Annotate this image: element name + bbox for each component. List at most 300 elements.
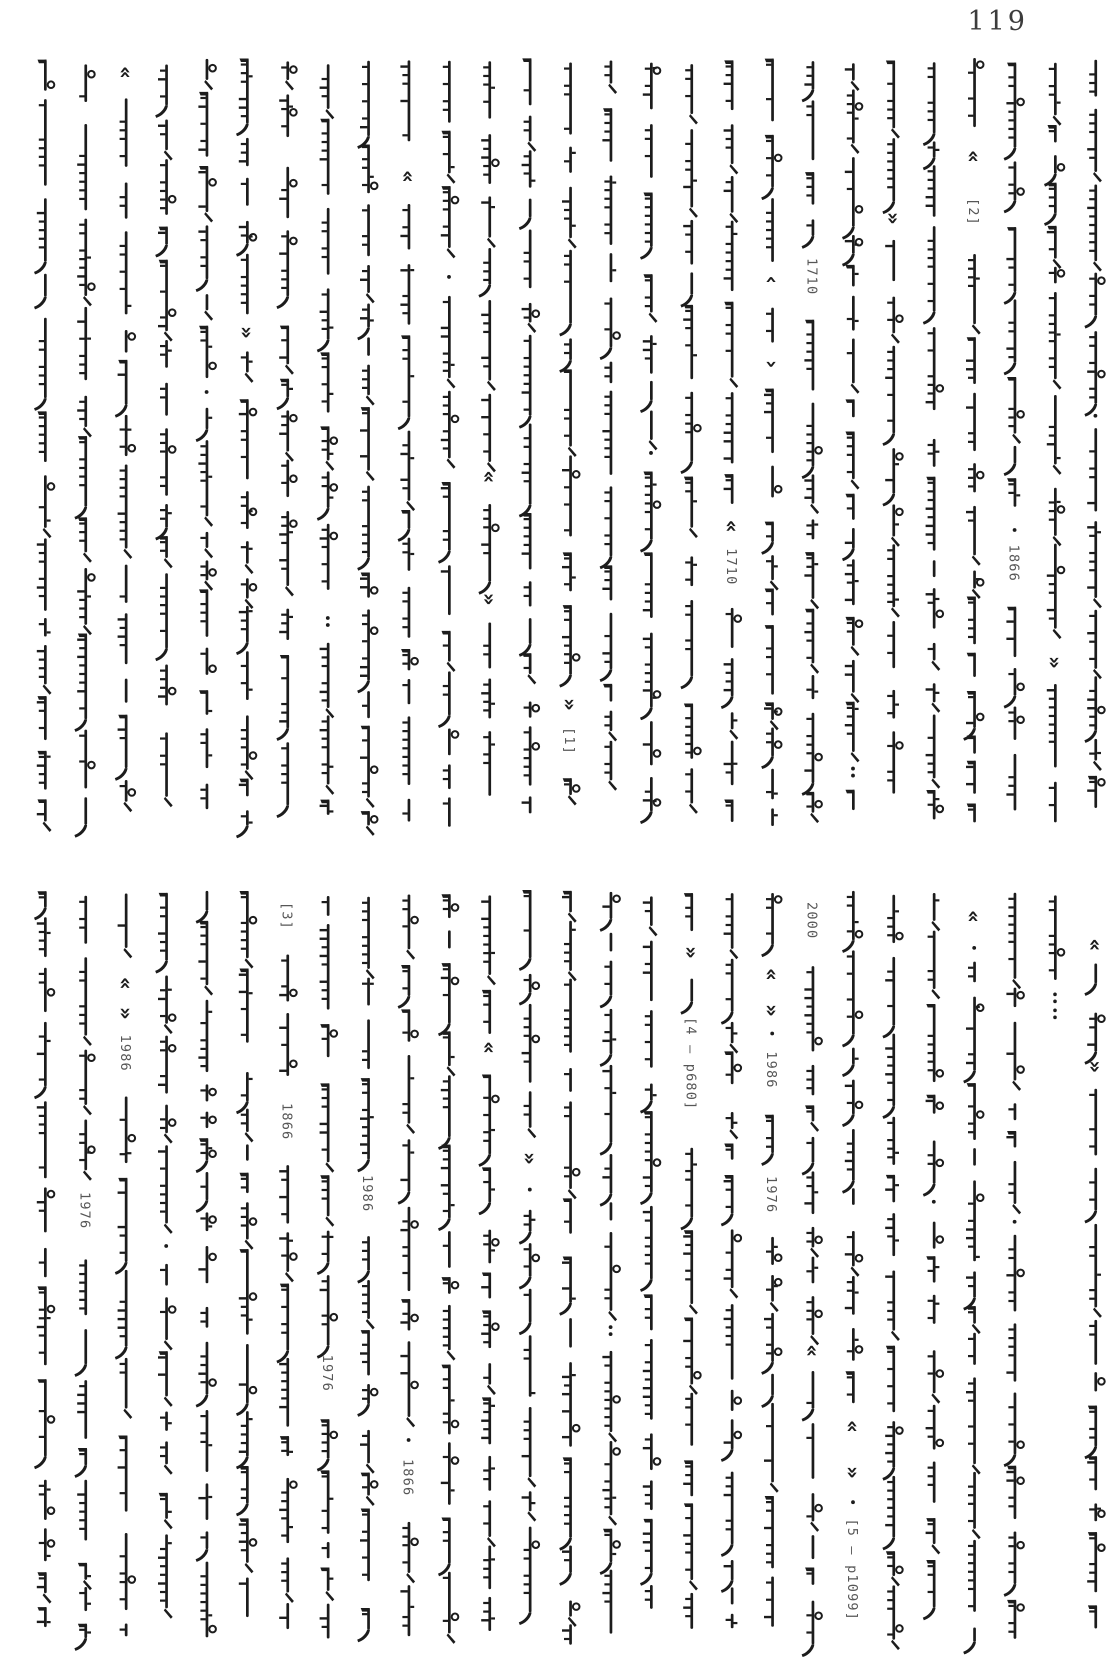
mongolian-word: [1004, 299, 1017, 375]
paragraph-end-dots: [1053, 1000, 1057, 1004]
text-column: [236, 891, 256, 1617]
mongolian-word: [524, 1091, 537, 1138]
mongolian-word: [402, 1522, 418, 1583]
mongolian-word: [806, 1493, 821, 1532]
mongolian-word: [524, 1335, 536, 1397]
mongolian-word: [360, 1330, 370, 1375]
mongolian-word: [317, 1275, 337, 1358]
mongolian-word: [602, 1351, 619, 1443]
mongolian-word: [640, 1084, 657, 1114]
mongolian-word: [928, 1462, 936, 1503]
mongolian-word: [276, 655, 289, 741]
mongolian-word: [602, 565, 612, 600]
mongolian-word: [847, 1328, 863, 1361]
quote-mark: «: [800, 1344, 825, 1358]
mongolian-word: [240, 1173, 249, 1193]
mongolian-word: [640, 193, 653, 260]
mongolian-word: [1006, 988, 1023, 1007]
mongolian-word: [400, 1341, 418, 1427]
mongolian-word: [200, 1212, 216, 1231]
mongolian-word: [966, 337, 976, 384]
mongolian-word: [600, 1009, 617, 1067]
mongolian-word: [317, 471, 337, 520]
mongolian-word: [236, 221, 256, 257]
mongolian-word: [160, 1105, 176, 1144]
mongolian-word: [78, 517, 92, 562]
mongolian-word: [771, 808, 778, 826]
text-column: [397, 60, 421, 821]
text-column: [114, 894, 138, 1637]
mongolian-word: [1008, 893, 1021, 990]
mongolian-word: [118, 1435, 128, 1511]
text-column: [962, 58, 986, 822]
mongolian-word: [279, 954, 297, 1001]
mongolian-word: [1087, 521, 1102, 608]
mongolian-word: [802, 61, 815, 102]
mongolian-word: [279, 1603, 289, 1629]
punctuation-dot: [851, 1500, 855, 1504]
mongolian-word: [602, 391, 612, 475]
mongolian-word: [360, 726, 378, 808]
mongolian-word: [519, 890, 532, 971]
mongolian-word: [200, 648, 216, 675]
mongolian-word: [1089, 1224, 1102, 1318]
quote-mark: «: [962, 910, 987, 923]
mongolian-word: [640, 381, 653, 413]
mongolian-word: [559, 1545, 572, 1585]
mongolian-word: [761, 1374, 774, 1408]
mongolian-word: [885, 1175, 899, 1203]
mongolian-word: [483, 1545, 495, 1589]
mongolian-word: [765, 59, 774, 122]
mongolian-word: [519, 424, 532, 518]
quote-mark: »: [558, 698, 583, 711]
quote-mark: «: [760, 968, 785, 981]
mongolian-word: [481, 134, 499, 184]
quote-mark: «: [477, 1041, 502, 1054]
mongolian-word: [926, 790, 943, 819]
mongolian-word: [483, 731, 495, 796]
year-token: 1986: [359, 1174, 376, 1213]
text-column: [802, 61, 822, 823]
mongolian-word: [926, 327, 944, 410]
mongolian-word: [724, 893, 739, 959]
mongolian-word: [115, 1178, 128, 1275]
mongolian-word: [524, 116, 537, 152]
mongolian-word: [39, 1248, 47, 1277]
mongolian-word: [684, 477, 698, 539]
mongolian-word: [602, 1570, 612, 1634]
mongolian-word: [441, 296, 456, 389]
text-column: [760, 893, 784, 1627]
mongolian-word: [928, 439, 940, 467]
mongolian-word: [640, 472, 660, 553]
mongolian-word: [721, 959, 734, 1025]
mongolian-word: [239, 1249, 256, 1335]
mongolian-word: [37, 1101, 47, 1178]
mongolian-word: [643, 552, 653, 618]
mongolian-word: [966, 1180, 984, 1261]
mongolian-word: [721, 1472, 734, 1557]
mongolian-word: [683, 1230, 698, 1314]
mongolian-word: [320, 1024, 337, 1057]
mongolian-word: [886, 60, 900, 138]
mongolian-word: [198, 92, 208, 157]
mongolian-word: [39, 1480, 55, 1520]
mongolian-word: [79, 64, 95, 102]
mongolian-word: [680, 392, 700, 474]
mongolian-word: [519, 1210, 536, 1245]
quote-mark: »: [881, 211, 906, 225]
mongolian-word: [442, 1365, 459, 1435]
mongolian-word: [1007, 478, 1020, 507]
mongolian-word: [120, 1096, 136, 1163]
mongolian-word: [564, 1101, 580, 1199]
mongolian-word: [402, 679, 410, 704]
mongolian-word: [276, 379, 293, 410]
text-column: [1084, 60, 1104, 808]
mongolian-word: [357, 486, 370, 571]
mongolian-word: [519, 1243, 539, 1289]
mongolian-word: [726, 608, 742, 648]
mongolian-word: [280, 1436, 293, 1456]
mongolian-word: [400, 431, 415, 512]
mongolian-word: [241, 178, 249, 206]
mongolian-word: [34, 318, 47, 411]
mongolian-word: [731, 1390, 741, 1411]
mongolian-word: [400, 1207, 418, 1291]
mongolian-word: [852, 1188, 855, 1205]
mongolian-word: [564, 1068, 572, 1092]
mongolian-word: [802, 1371, 815, 1421]
mongolian-word: [519, 199, 532, 230]
mongolian-word: [1047, 226, 1062, 269]
text-column: [801, 902, 825, 1657]
mongolian-word: [196, 1172, 209, 1213]
punctuation-dot: [1013, 1220, 1017, 1224]
mongolian-word: [802, 219, 815, 248]
mongolian-word: [968, 254, 981, 335]
mongolian-word: [562, 891, 577, 923]
mongolian-word: [724, 474, 734, 504]
mongolian-word: [604, 60, 617, 94]
mongolian-word: [357, 1078, 374, 1172]
mongolian-word: [1087, 428, 1097, 511]
mongolian-word: [483, 1230, 499, 1264]
text-column: [196, 891, 216, 1637]
mongolian-word: [1084, 676, 1104, 743]
mongolian-word: [559, 1457, 572, 1550]
mongolian-word: [79, 1587, 91, 1611]
mongolian-word: [765, 588, 774, 615]
text-column: [114, 66, 138, 812]
mongolian-word: [522, 653, 536, 684]
mongolian-word: [640, 1111, 660, 1205]
mongolian-word: [401, 649, 418, 670]
text-column: [438, 61, 458, 827]
mongolian-word: [398, 1139, 415, 1204]
mongolian-word: [481, 196, 496, 248]
mongolian-word: [1006, 1466, 1023, 1519]
mongolian-word: [79, 1259, 87, 1315]
mongolian-word: [443, 1305, 456, 1361]
mongolian-word: [196, 1342, 216, 1408]
mongolian-word: [564, 979, 572, 1053]
mongolian-word: [724, 124, 739, 174]
text-column: [1083, 938, 1107, 1628]
year-token: 1710: [722, 548, 739, 586]
mongolian-word: [442, 1031, 456, 1076]
mongolian-word: [236, 58, 253, 136]
mongolian-word: [398, 965, 411, 1009]
mongolian-word: [1006, 1131, 1016, 1148]
mongolian-word: [279, 94, 297, 137]
mongolian-word: [887, 1585, 903, 1650]
mongolian-word: [361, 145, 378, 194]
mongolian-word: [721, 1419, 741, 1462]
mongolian-word: [804, 320, 814, 391]
mongolian-word: [806, 1296, 821, 1345]
mongolian-word: [241, 351, 254, 383]
mongolian-word: [79, 957, 92, 1046]
mongolian-word: [79, 730, 95, 789]
mongolian-word: [155, 573, 168, 661]
mongolian-word: [37, 696, 47, 740]
mongolian-word: [845, 1231, 863, 1277]
punctuation-dot: [972, 946, 976, 950]
mongolian-word: [643, 1480, 653, 1510]
mongolian-word: [1049, 488, 1064, 547]
mongolian-word: [640, 633, 660, 721]
mongolian-word: [522, 513, 532, 569]
mongolian-word: [928, 1295, 940, 1324]
mongolian-word: [887, 895, 903, 943]
mongolian-word: [1004, 668, 1024, 708]
mongolian-word: [522, 796, 532, 813]
mongolian-word: [1006, 607, 1016, 657]
mongolian-word: [1089, 1320, 1097, 1365]
mongolian-word: [198, 1483, 212, 1520]
mongolian-word: [885, 240, 895, 281]
mongolian-word: [886, 1346, 895, 1413]
mongolian-word: [77, 1380, 87, 1439]
mongolian-word: [600, 1065, 617, 1156]
mongolian-word: [802, 403, 822, 479]
year-token: 1866: [278, 1103, 295, 1141]
mongolian-word: [478, 248, 491, 297]
mongolian-word: [804, 1171, 818, 1214]
mongolian-word: [802, 713, 822, 796]
mongolian-word: [684, 893, 693, 931]
mongolian-word: [683, 1460, 693, 1496]
mongolian-word: [74, 633, 87, 731]
mongolian-word: [882, 957, 895, 1038]
mongolian-word: [603, 684, 612, 702]
mongolian-word: [402, 538, 414, 571]
mongolian-word: [120, 415, 136, 456]
mongolian-word: [887, 544, 900, 617]
mongolian-word: [562, 1362, 580, 1447]
text-column: [276, 61, 296, 818]
mongolian-word: [196, 225, 209, 292]
mongolian-word: [724, 176, 739, 223]
mongolian-word: [37, 917, 51, 957]
mongolian-word: [726, 1022, 739, 1054]
mongolian-word: [522, 303, 540, 333]
text-column: [357, 61, 377, 836]
mongolian-word: [726, 1614, 738, 1629]
mongolian-word: [239, 138, 249, 166]
mongolian-word: [1004, 446, 1017, 476]
text-column: [398, 894, 418, 1636]
mongolian-word: [402, 587, 410, 638]
mongolian-word: [802, 1137, 815, 1176]
mongolian-word: [1084, 1406, 1097, 1460]
mongolian-word: [812, 1535, 815, 1559]
mongolian-word: [361, 1473, 378, 1506]
mongolian-word: [926, 1004, 943, 1082]
mongolian-word: [360, 265, 375, 303]
mongolian-word: [443, 764, 451, 789]
mongolian-word: [522, 150, 536, 188]
mongolian-word: [926, 477, 936, 551]
mongolian-word: [563, 1198, 572, 1233]
mongolian-word: [522, 1407, 537, 1488]
mongolian-word: [731, 1587, 734, 1604]
text-column: [679, 893, 703, 1629]
text-column: [317, 64, 337, 815]
mongolian-word: [322, 208, 330, 275]
mongolian-word: [1004, 63, 1024, 161]
mongolian-word: [764, 1496, 774, 1568]
mongolian-word: [967, 1306, 981, 1334]
mongolian-word: [604, 711, 617, 742]
mongolian-word: [483, 622, 491, 668]
mongolian-word: [724, 392, 734, 463]
mongolian-word: [724, 1229, 742, 1298]
quote-mark: ›: [760, 360, 785, 369]
quote-mark: «: [113, 66, 138, 79]
mongolian-word: [320, 924, 330, 1010]
mongolian-word: [160, 1264, 168, 1286]
mongolian-word: [842, 1080, 862, 1127]
mongolian-word: [766, 308, 774, 343]
mongolian-word: [645, 1585, 653, 1609]
mongolian-word: [764, 389, 774, 453]
mongolian-word: [640, 777, 660, 824]
mongolian-word: [963, 997, 983, 1084]
mongolian-word: [200, 1112, 216, 1128]
text-column: [74, 64, 94, 837]
paragraph-end-dots: [1053, 1016, 1057, 1020]
quote-mark: »: [113, 1006, 138, 1020]
mongolian-word: [448, 728, 458, 755]
text-column: [559, 891, 579, 1645]
mongolian-word: [320, 352, 333, 412]
mongolian-word: [522, 1491, 537, 1521]
upper-text-block: [0, 58, 1114, 858]
mongolian-word: [724, 1144, 733, 1160]
mongolian-word: [1008, 1161, 1021, 1214]
mongolian-word: [239, 399, 256, 479]
mongolian-word: [761, 522, 774, 555]
mongolian-word: [160, 1441, 173, 1474]
citation-token: [3]: [278, 902, 295, 930]
mongolian-word: [610, 933, 613, 952]
text-column: [640, 896, 660, 1608]
text-column: [640, 63, 660, 824]
mongolian-word: [886, 1551, 903, 1586]
punctuation-dot: [528, 1188, 532, 1192]
mongolian-word: [804, 552, 819, 609]
mongolian-word: [1087, 109, 1102, 183]
mongolian-word: [39, 99, 47, 186]
mongolian-word: [443, 1572, 459, 1644]
mongolian-word: [519, 618, 532, 657]
mongolian-word: [483, 1500, 496, 1547]
mongolian-word: [241, 1202, 256, 1250]
mongolian-word: [842, 891, 862, 953]
mongolian-word: [968, 1472, 981, 1539]
mongolian-word: [847, 296, 859, 331]
mongolian-word: [200, 1307, 208, 1328]
text-column: [235, 58, 259, 838]
mongolian-word: [1006, 754, 1016, 811]
mongolian-word: [683, 220, 693, 265]
mongolian-word: [1084, 331, 1104, 417]
mongolian-word: [320, 1083, 335, 1172]
mongolian-word: [236, 1411, 253, 1469]
mongolian-word: [685, 1393, 693, 1446]
mongolian-word: [481, 300, 496, 391]
mongolian-word: [804, 966, 821, 1051]
mongolian-word: [241, 254, 249, 315]
text-column: [1049, 895, 1064, 1019]
mongolian-word: [199, 690, 212, 715]
text-column: [34, 891, 54, 1627]
mongolian-word: [885, 1213, 899, 1256]
mongolian-word: [882, 448, 902, 506]
mongolian-word: [1047, 395, 1062, 475]
mongolian-word: [966, 393, 976, 451]
mongolian-word: [846, 494, 855, 520]
mongolian-word: [357, 61, 370, 149]
mongolian-word: [1049, 895, 1064, 980]
quote-mark: »: [1083, 1060, 1108, 1074]
mongolian-word: [804, 474, 819, 514]
mongolian-word: [279, 1358, 289, 1427]
mongolian-word: [400, 264, 414, 325]
mongolian-word: [1084, 1168, 1097, 1224]
mongolian-word: [845, 702, 860, 763]
mongolian-word: [643, 721, 661, 765]
mongolian-word: [118, 613, 128, 664]
mongolian-word: [1047, 684, 1057, 767]
mongolian-word: [968, 1540, 976, 1612]
mongolian-word: [1087, 610, 1102, 679]
mongolian-word: [1004, 161, 1024, 213]
quote-mark: «: [113, 976, 138, 990]
mongolian-word: [846, 1371, 855, 1403]
mongolian-word: [882, 1034, 895, 1119]
mongolian-word: [847, 338, 860, 393]
mongolian-word: [1008, 706, 1023, 740]
mongolian-word: [1089, 1089, 1097, 1156]
mongolian-word: [1004, 1531, 1024, 1596]
mongolian-word: [842, 1048, 859, 1077]
mongolian-word: [442, 1277, 459, 1294]
mongolian-word: [1049, 782, 1057, 823]
